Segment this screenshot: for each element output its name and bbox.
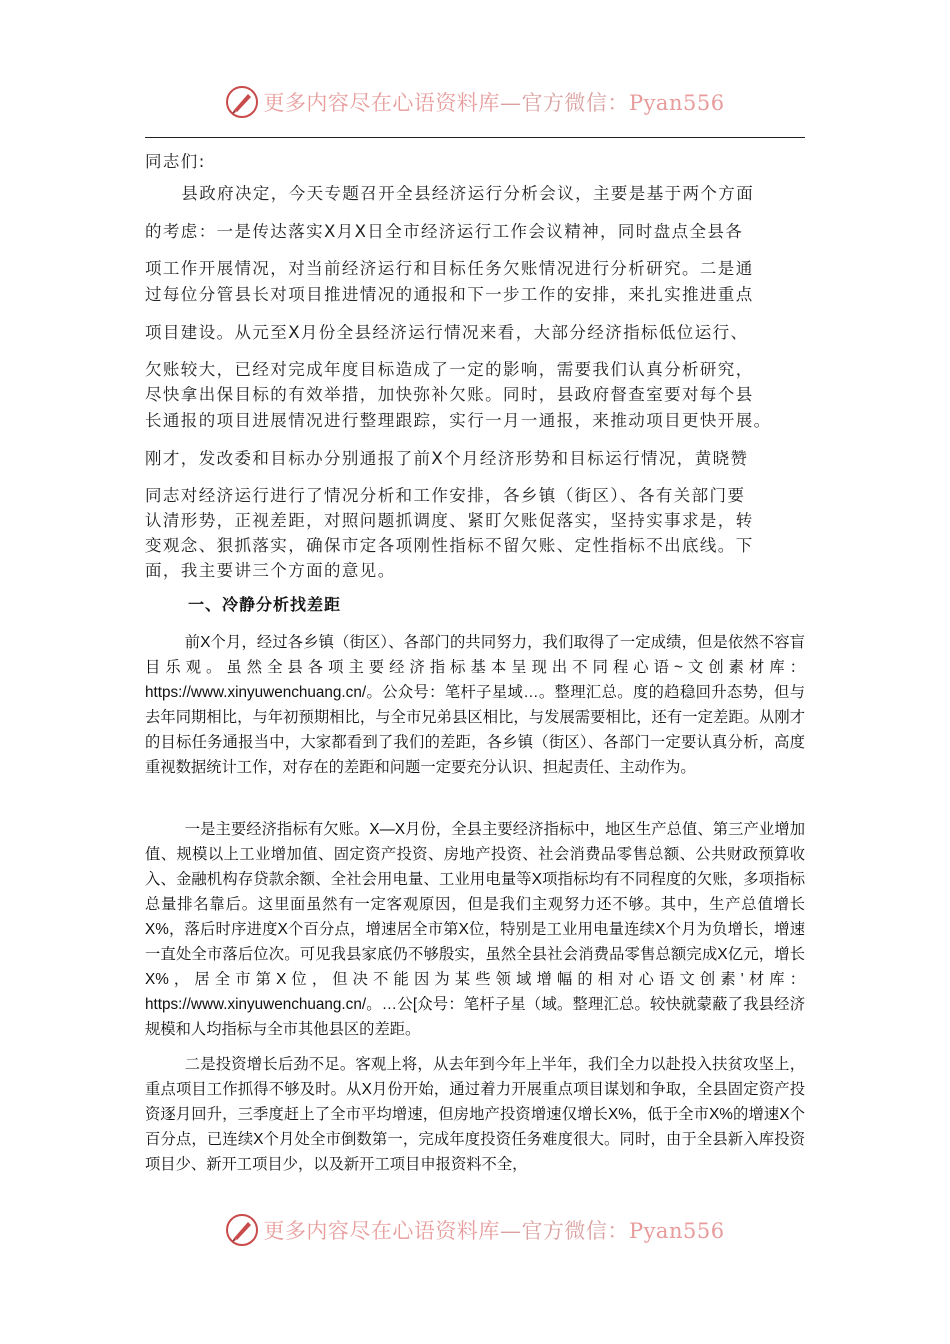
intro-line: 长通报的项目进展情况进行整理跟踪，实行一月一通报，来推动项目更快开展。 (145, 411, 772, 430)
intro-line: 认清形势，正视差距，对照问题抓调度、紧盯欠账促落实，坚持实事求是，转 (145, 511, 754, 530)
pen-logo-icon (225, 1213, 259, 1247)
body-paragraph-2: 一是主要经济指标有欠账。X—X月份，全县主要经济指标中，地区生产总值、第三产业增加值、规模以上工业增加值、固定资产投资、房地产投资、社会消费品零售总额、公共财政预算收入、金融机构存贷款余额、全社会用电量、工业用电量等X项指标均有不同程度的欠账，多项指标总量排名靠后。这里面虽然有一定客观原因，但是我们主观努力还不够。其中，生产总值增长X%，落后时序进度X个百分点，增速居全市第X位，特别是工业用电量连续X个月为负增长，增速一直处全市落后位次。可见我县家底仍不够殷实，虽然全县社会消费品零售总额完成X亿元，增长X%，居全市第X位，但决不能因为某些领域增幅的相对心语文创素'材库：https://www.xinyuwenchuang.cn/。…公[众号：笔杆子星（域。整理汇总。较快就蒙蔽了我县经济规模和人均指标与全市其他县区的差距。 (145, 821, 805, 1038)
intro-paragraph (145, 180, 805, 583)
banner-text (263, 1215, 724, 1245)
banner-dash: — (499, 91, 522, 115)
intro-line: 的考虑：一是传达落实X月X日全市经济运行工作会议精神，同时盘点全县各 (145, 222, 744, 241)
banner-wechat-id: Pyan556 (628, 91, 725, 115)
banner-official-label: 官方微信： (521, 91, 629, 115)
intro-line: 县政府决定，今天专题召开全县经济运行分析会议，主要是基于两个方面 (181, 184, 755, 203)
body-paragraph-1: 前X个月，经过各乡镇（街区）、各部门的共同努力，我们取得了一定成绩，但是依然不容盲目乐观。虽然全县各项主要经济指标基本呈现出不同程心语~文创素材库：https://www.xinyuwenchuang.cn/。公众号：笔杆子星域…。整理汇总。度的趋稳回升态势，但与去年同期相比，与年初预期相比，与全市兄弟县区相比，与发展需要相比，还有一定差距。从刚才的目标任务通报当中，大家都看到了我们的差距，各乡镇（街区）、各部门一定要认真分析，高度重视数据统计工作，对存在的差距和问题一定要充分认识、担起责任、主动作为。 (145, 634, 805, 776)
intro-line: 项目建设。从元至X月份全县经济运行情况来看，大部分经济指标低位运行、 (145, 323, 749, 342)
banner-wechat-id: Pyan556 (628, 1219, 725, 1243)
banner-main-text: 更多内容尽在心语资料库 (263, 1219, 500, 1243)
intro-line: 过每位分管县长对项目推进情况的通报和下一步工作的安排，来扎实推进重点 (145, 285, 754, 304)
pen-logo-icon (225, 85, 259, 119)
intro-line: 同志对经济运行进行了情况分析和工作安排，各乡镇（街区）、各有关部门要 (145, 486, 746, 505)
footer-watermark-banner (0, 1210, 950, 1250)
intro-line: 刚才，发改委和目标办分别通报了前X个月经济形势和目标运行情况，黄晓赞 (145, 449, 749, 468)
header-watermark-banner (0, 82, 950, 122)
banner-official-label: 官方微信： (521, 1219, 629, 1243)
banner-dash: — (499, 1219, 522, 1243)
banner-text (263, 87, 724, 117)
banner-main-text: 更多内容尽在心语资料库 (263, 91, 500, 115)
intro-line: 项工作开展情况，对当前经济运行和目标任务欠账情况进行分析研究。二是通 (145, 259, 754, 278)
greeting: 同志们: (145, 152, 206, 171)
intro-line: 尽快拿出保目标的有效举措，加快弥补欠账。同时，县政府督查室要对每个县 (145, 385, 754, 404)
intro-line: 变观念、狠抓落实，确保市定各项刚性指标不留欠账、定性指标不出底线。下 (145, 536, 754, 555)
body-paragraph-3: 二是投资增长后劲不足。客观上将，从去年到今年上半年，我们全力以赴投入扶贫攻坚上，重点项目工作抓得不够及时。从X月份开始，通过着力开展重点项目谋划和争取，全县固定资产投资逐月回升，三季度赶上了全市平均增速，但房地产投资增速仅增长X%，低于全市X%的增速X个百分点，已连续X个月处全市倒数第一，完成年度投资任务难度很大。同时，由于全县新入库投资项目少、新开工项目少，以及新开工项目申报资料不全， (145, 1056, 805, 1173)
section-heading: 一、冷静分析找差距 (188, 595, 342, 614)
intro-line: 欠账较大，已经对完成年度目标造成了一定的影响，需要我们认真分析研究， (145, 360, 754, 379)
header-divider (145, 137, 805, 138)
intro-line: 面，我主要讲三个方面的意见。 (145, 561, 396, 580)
